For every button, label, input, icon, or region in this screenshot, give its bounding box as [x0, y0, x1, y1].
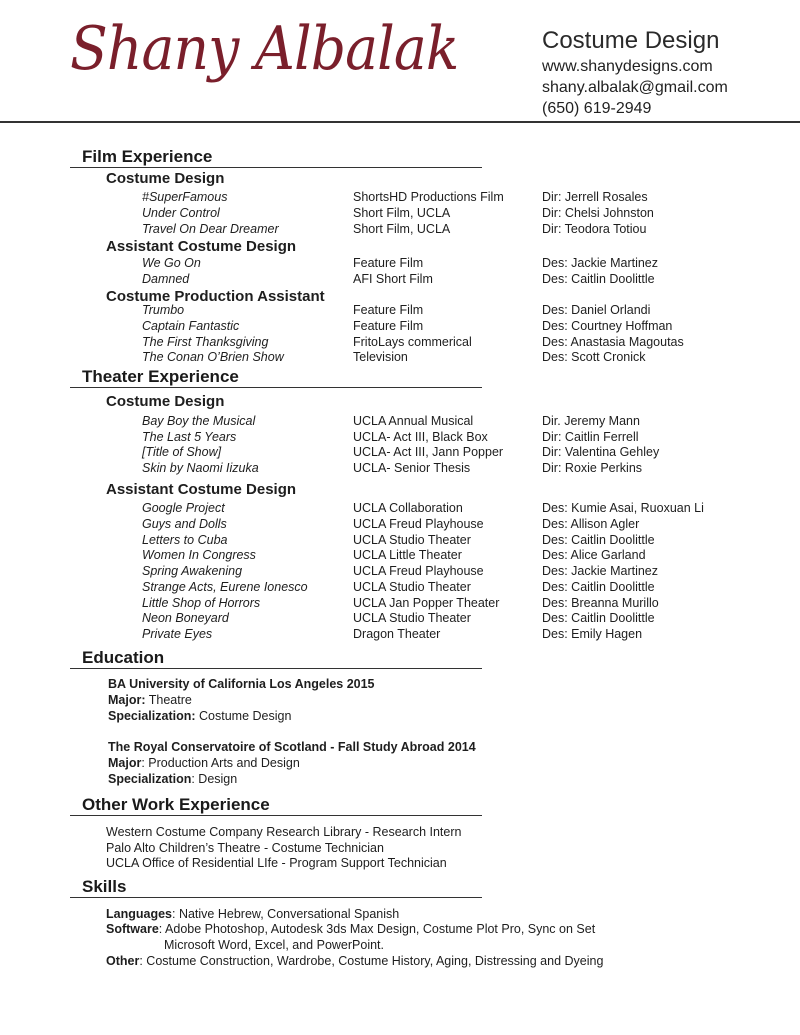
phone-number: (650) 619-2949	[542, 100, 652, 117]
table-row	[0, 516, 800, 532]
section-title-skills: Skills	[70, 877, 482, 898]
skills-label: Software	[106, 922, 159, 936]
table-row	[0, 579, 800, 595]
production-title: Private Eyes	[142, 627, 213, 641]
production-title: Captain Fantastic	[142, 319, 240, 333]
website-link[interactable]: www.shanydesigns.com	[542, 58, 713, 75]
table-row	[0, 189, 800, 205]
skills-languages	[106, 906, 399, 922]
email-link[interactable]: shany.albalak@gmail.com	[542, 79, 728, 96]
table-row	[0, 318, 800, 334]
production-credit: Des: Caitlin Doolittle	[542, 272, 655, 286]
major-label: Major	[108, 756, 142, 770]
production-credit: Des: Allison Agler	[542, 517, 640, 531]
table-row	[0, 595, 800, 611]
production-credit: Des: Caitlin Doolittle	[542, 611, 655, 625]
production-title: Trumbo	[142, 303, 185, 317]
skills-label: Other	[106, 954, 140, 968]
skills-value: : Costume Construction, Wardrobe, Costume History, Aging, Distressing and Dyeing	[139, 954, 604, 968]
production-credit: Des: Scott Cronick	[542, 350, 646, 364]
production-venue: UCLA Studio Theater	[353, 533, 471, 547]
production-venue: UCLA- Senior Thesis	[353, 461, 471, 475]
major-value: Theatre	[145, 693, 192, 707]
production-title: Letters to Cuba	[142, 533, 228, 547]
production-title: The Last 5 Years	[142, 430, 237, 444]
production-credit: Des: Courtney Hoffman	[542, 319, 673, 333]
production-title: Women In Congress	[142, 548, 256, 562]
production-credit: Des: Daniel Orlandi	[542, 303, 651, 317]
table-row	[0, 460, 800, 476]
production-venue: Feature Film	[353, 256, 424, 270]
production-title: Bay Boy the Musical	[142, 414, 256, 428]
production-credit: Dir: Roxie Perkins	[542, 461, 643, 475]
production-title: #SuperFamous	[142, 190, 228, 204]
production-credit: Des: Emily Hagen	[542, 627, 643, 641]
table-row	[0, 334, 800, 350]
specialization-ucla	[108, 708, 291, 724]
production-title: Damned	[142, 272, 190, 286]
production-title: Neon Boneyard	[142, 611, 229, 625]
production-venue: UCLA Studio Theater	[353, 611, 471, 625]
table-row	[0, 444, 800, 460]
production-title: Guys and Dolls	[142, 517, 227, 531]
production-venue: UCLA- Act III, Jann Popper	[353, 445, 504, 459]
subsection-title: Assistant Costume Design	[106, 238, 297, 255]
table-row	[0, 255, 800, 271]
table-row	[0, 626, 800, 642]
production-title: We Go On	[142, 256, 201, 270]
table-row	[0, 429, 800, 445]
skills-software-continued: Microsoft Word, Excel, and PowerPoint.	[164, 938, 384, 952]
degree-rcs	[108, 739, 476, 755]
table-row	[0, 302, 800, 318]
production-venue: Short Film, UCLA	[353, 206, 451, 220]
production-credit: Des: Caitlin Doolittle	[542, 533, 655, 547]
production-credit: Des: Caitlin Doolittle	[542, 580, 655, 594]
production-venue: UCLA Jan Popper Theater	[353, 596, 500, 610]
production-title: Travel On Dear Dreamer	[142, 222, 279, 236]
production-venue: Television	[353, 350, 408, 364]
table-row	[0, 413, 800, 429]
specialization-label: Specialization	[108, 772, 192, 786]
production-venue: Feature Film	[353, 319, 424, 333]
production-credit: Dir: Jerrell Rosales	[542, 190, 648, 204]
list-item: Palo Alto Children’s Theatre - Costume Technician	[106, 841, 384, 855]
subsection-title: Costume Production Assistant	[106, 288, 325, 305]
table-row	[0, 500, 800, 516]
production-title: The First Thanksgiving	[142, 335, 269, 349]
production-credit: Des: Alice Garland	[542, 548, 646, 562]
production-venue: ShortsHD Productions Film	[353, 190, 504, 204]
section-title-other-work: Other Work Experience	[70, 795, 482, 816]
production-credit: Des: Anastasia Magoutas	[542, 335, 684, 349]
production-venue: Feature Film	[353, 303, 424, 317]
major-ucla	[108, 692, 192, 708]
production-venue: Short Film, UCLA	[353, 222, 451, 236]
production-credit: Des: Breanna Murillo	[542, 596, 659, 610]
production-venue: Dragon Theater	[353, 627, 441, 641]
skills-value: : Native Hebrew, Conversational Spanish	[172, 907, 400, 921]
production-venue: UCLA Annual Musical	[353, 414, 474, 428]
production-title: Google Project	[142, 501, 225, 515]
production-credit: Des: Jackie Martinez	[542, 256, 659, 270]
name-signature: Shany Albalak	[70, 14, 459, 84]
skills-label: Languages	[106, 907, 172, 921]
production-title: Skin by Naomi Iizuka	[142, 461, 259, 475]
production-title: [Title of Show]	[142, 445, 222, 459]
production-venue: UCLA Studio Theater	[353, 580, 471, 594]
degree-title: The Royal Conservatoire of Scotland - Fall Study Abroad 2014	[108, 740, 476, 754]
production-title: Under Control	[142, 206, 220, 220]
section-title-film: Film Experience	[70, 147, 482, 168]
subsection-title: Assistant Costume Design	[106, 481, 297, 498]
specialization-value: : Design	[191, 772, 238, 786]
production-venue: UCLA Freud Playhouse	[353, 517, 484, 531]
table-row	[0, 532, 800, 548]
role-title: Costume Design	[542, 27, 720, 54]
table-row	[0, 221, 800, 237]
degree-title: BA University of California Los Angeles 2015	[108, 677, 375, 691]
section-title-education: Education	[70, 648, 482, 669]
specialization-rcs	[108, 771, 237, 787]
contact-block	[542, 26, 728, 119]
major-label: Major:	[108, 693, 146, 707]
header-divider	[0, 121, 800, 123]
production-title: Spring Awakening	[142, 564, 243, 578]
production-title: Strange Acts, Eurene Ionesco	[142, 580, 308, 594]
production-venue: UCLA- Act III, Black Box	[353, 430, 488, 444]
table-row	[0, 610, 800, 626]
production-credit: Dir: Teodora Totiou	[542, 222, 647, 236]
subsection-title: Costume Design	[106, 170, 225, 187]
list-item: UCLA Office of Residential LIfe - Program Support Technician	[106, 856, 447, 870]
production-credit: Des: Jackie Martinez	[542, 564, 659, 578]
table-row	[0, 205, 800, 221]
production-credit: Dir. Jeremy Mann	[542, 414, 640, 428]
production-credit: Dir: Caitlin Ferrell	[542, 430, 639, 444]
table-row	[0, 547, 800, 563]
specialization-value: Costume Design	[195, 709, 292, 723]
list-item: Western Costume Company Research Library - Research Intern	[106, 825, 462, 839]
skills-other	[106, 953, 603, 969]
production-venue: UCLA Little Theater	[353, 548, 462, 562]
production-venue: UCLA Collaboration	[353, 501, 463, 515]
production-venue: UCLA Freud Playhouse	[353, 564, 484, 578]
production-credit: Dir: Valentina Gehley	[542, 445, 660, 459]
production-venue: FritoLays commerical	[353, 335, 472, 349]
production-credit: Dir: Chelsi Johnston	[542, 206, 654, 220]
table-row	[0, 271, 800, 287]
production-credit: Des: Kumie Asai, Ruoxuan Li	[542, 501, 704, 515]
production-venue: AFI Short Film	[353, 272, 433, 286]
table-row	[0, 563, 800, 579]
subsection-title: Costume Design	[106, 393, 225, 410]
specialization-label: Specialization:	[108, 709, 196, 723]
skills-software	[106, 921, 595, 937]
production-title: Little Shop of Horrors	[142, 596, 261, 610]
table-row	[0, 349, 800, 365]
section-title-theater: Theater Experience	[70, 367, 482, 388]
major-value: : Production Arts and Design	[141, 756, 300, 770]
skills-value: : Adobe Photoshop, Autodesk 3ds Max Design, Costume Plot Pro, Sync on Set	[158, 922, 596, 936]
major-rcs	[108, 755, 300, 771]
production-title: The Conan O’Brien Show	[142, 350, 284, 364]
degree-ucla	[108, 676, 375, 692]
